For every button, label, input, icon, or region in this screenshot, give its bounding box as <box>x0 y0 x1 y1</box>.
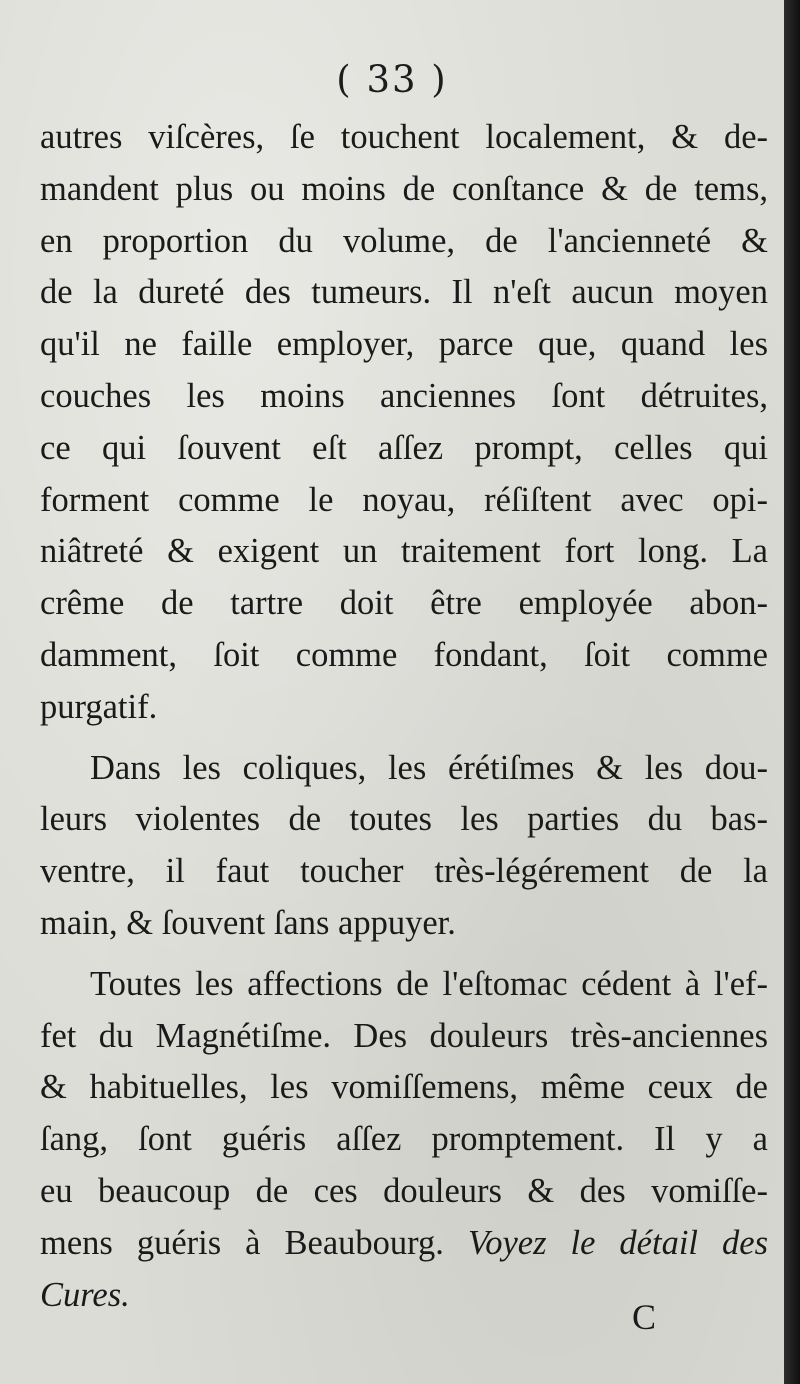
text-line: forment comme le noyau, réſiſtent avec opi- <box>40 480 768 519</box>
text-line: ventre, il faut toucher très-légérement de la <box>40 852 768 891</box>
text-line: & habituelles, les vomiſſemens, même ceux de <box>40 1068 768 1107</box>
text-line: Dans les coliques, les érétiſmes & les dou- <box>90 748 768 787</box>
text-line: ce qui ſouvent eſt aſſez prompt, celles qui <box>40 428 768 467</box>
text-line: main, & ſouvent ſans appuyer. <box>40 903 456 942</box>
text-line: crême de tartre doit être employée abon- <box>40 584 768 623</box>
text-line <box>40 1218 768 1270</box>
paragraph-1 <box>40 112 768 734</box>
text-line: leurs violentes de toutes les parties du bas- <box>40 800 768 839</box>
text-line: fet du Magnétiſme. Des douleurs très-anciennes <box>40 1016 768 1055</box>
cross-reference-end: Cures. <box>40 1275 130 1314</box>
paragraph-2 <box>40 743 768 950</box>
text-line: en proportion du volume, de l'ancienneté & <box>40 221 768 260</box>
text-line: couches les moins anciennes ſont détruites, <box>40 376 768 415</box>
text-line: mandent plus ou moins de conſtance & de tems, <box>40 169 768 208</box>
page-edge-shadow <box>784 0 800 1384</box>
text-segment: mens guéris à Beaubourg. <box>40 1223 444 1262</box>
text-line: qu'il ne faille employer, parce que, quand les <box>40 325 768 364</box>
text-line: niâtreté & exigent un traitement fort long. La <box>40 532 768 571</box>
text-line: damment, ſoit comme fondant, ſoit comme <box>40 635 768 674</box>
cross-reference: Voyez le détail des <box>467 1223 769 1262</box>
body-text <box>40 112 768 1321</box>
text-line: de la dureté des tumeurs. Il n'eſt aucun moyen <box>40 273 768 312</box>
text-line: eu beaucoup de ces douleurs & des vomiſſe- <box>40 1171 768 1210</box>
text-line: autres viſcères, ſe touchent localement, & de- <box>40 118 768 156</box>
page-number: ( 33 ) <box>336 58 448 101</box>
paragraph-3 <box>40 959 768 1322</box>
text-line: Toutes les affections de l'eſtomac cédent à l'ef- <box>90 964 768 1003</box>
text-line: purgatif. <box>40 687 158 726</box>
text-line: ſang, ſont guéris aſſez promptement. Il y a <box>40 1120 768 1159</box>
signature-mark: C <box>632 1297 657 1337</box>
